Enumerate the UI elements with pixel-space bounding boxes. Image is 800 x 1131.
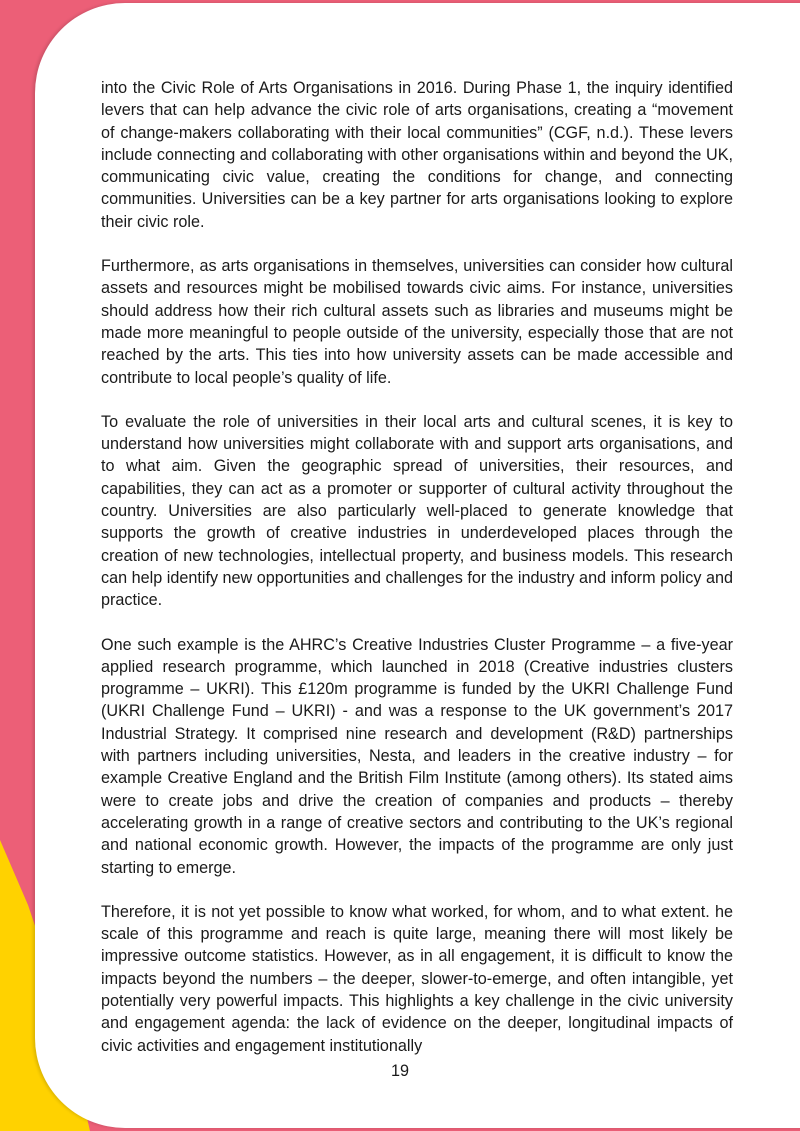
paragraph-1: into the Civic Role of Arts Organisations in 2016. During Phase 1, the inquiry identified levers that can help advance the civic role of arts organisations, creating a “movement of change-makers collaborating with their local communities” (CGF, n.d.). These levers include connecting and collaborating with other organisations within and beyond the UK, communicating civic value, creating the conditions for change, and connecting communities. Universities can be a key partner for arts organisations looking to explore their civic role.: [101, 79, 733, 231]
page-number: 19: [390, 1062, 409, 1080]
paragraph-4: One such example is the AHRC’s Creative Industries Cluster Programme – a five-year applied research programme, which launched in 2018 (Creative industries clusters programme – UKRI). This £120m programme is funded by the UKRI Challenge Fund (UKRI Challenge Fund – UKRI) - and was a response to the UK government’s 2017 Industrial Strategy. It comprised nine research and development (R&D) partnerships with partners including universities, Nesta, and leaders in the creative industry – for example Creative England and the British Film Institute (among others). Its stated aims were to create jobs and drive the creation of companies and products – thereby accelerating growth in a range of creative sectors and contributing to the UK’s regional and national economic growth. However, the impacts of the programme are only just starting to emerge.: [101, 635, 733, 877]
body-text: [101, 77, 733, 1079]
paragraph-5: Therefore, it is not yet possible to know what worked, for whom, and to what extent. he scale of this programme and reach is quite large, meaning there will most likely be impressive outcome statistics. However, as in all engagement, it is difficult to know the impacts beyond the numbers – the deeper, slower-to-emerge, and often intangible, yet potentially very powerful impacts. This highlights a key challenge in the civic university and engagement agenda: the lack of evidence on the deeper, longitudinal impacts of civic activities and engagement institutionally: [101, 902, 733, 1055]
paragraph-2: Furthermore, as arts organisations in themselves, universities can consider how cultural assets and resources might be mobilised towards civic aims. For instance, universities should address how their rich cultural assets such as libraries and museums might be made more meaningful to people outside of the university, especially those that are not reached by the arts. This ties into how university assets can be made accessible and contribute to local people’s quality of life.: [101, 257, 733, 387]
paragraph-3: To evaluate the role of universities in their local arts and cultural scenes, it is key to understand how universities might collaborate with and support arts organisations, and to what aim. Given the geographic spread of universities, their resources, and capabilities, they can act as a promoter or supporter of cultural activity throughout the country. Universities are also particularly well-placed to generate knowledge that supports the growth of creative industries in underdeveloped places through the creation of new technologies, intellectual property, and business models. This research can help identify new opportunities and challenges for the industry and inform policy and practice.: [101, 412, 733, 610]
